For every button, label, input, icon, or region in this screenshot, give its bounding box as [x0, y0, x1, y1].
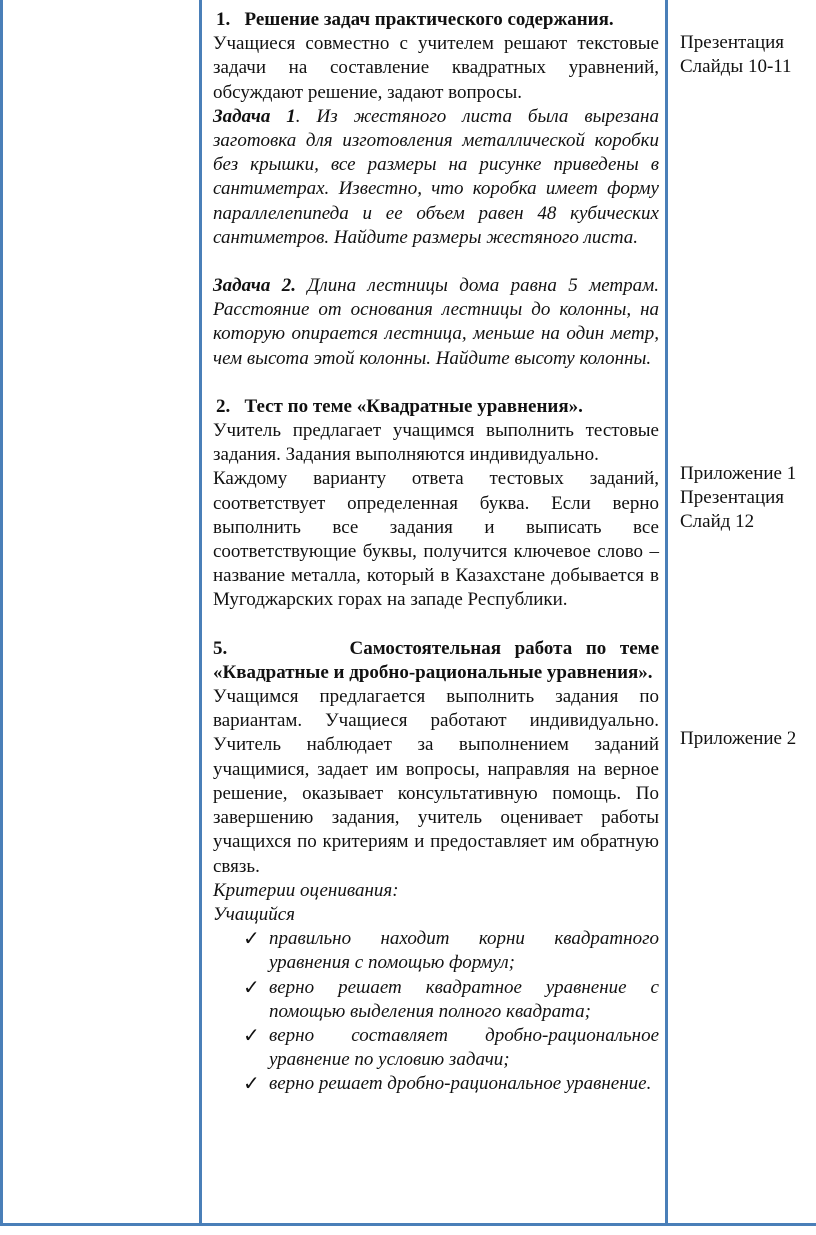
checkmark-icon: ✓	[243, 928, 260, 951]
criteria-list	[213, 927, 659, 1096]
resources-section-1	[680, 31, 816, 79]
section-heading-2: 2. Тест по теме «Квадратные уравнения».	[216, 395, 583, 417]
resource-appendix-1: Приложение 1	[680, 463, 797, 484]
table-border-left	[0, 0, 3, 1226]
task-2-label: Задача 2.	[213, 275, 296, 297]
resources-section-2	[680, 462, 816, 535]
section-heading-1: 1. Решение задач практического содержания.	[216, 9, 614, 30]
section-5-para: Учащимся предлагается выполнить задания по вариантам. Учащиеся работают индивидуально. Учитель наблюдает за выполнением заданий учащимися, задает им вопросы, направляя на верное решение, оказывает консультативную помощь. По завершению задания, учитель оценивает работы учащихся по критериям и предоставляет им обратную связь.	[213, 686, 659, 877]
checkmark-icon: ✓	[243, 1024, 260, 1047]
activity-cell	[213, 8, 659, 1097]
criteria-item: ✓ верно составляет дробно-рациональное уравнение по условию задачи;	[243, 1024, 659, 1071]
table-border-bottom	[0, 1223, 816, 1226]
task-2	[213, 274, 659, 371]
criteria-item: ✓ верно решает дробно-рациональное уравнение.	[243, 1073, 652, 1096]
section-heading-5: 5. Самостоятельная работа по теме «Квадратные и дробно-рациональные уравнения».	[213, 637, 659, 683]
resource-appendix-2: Приложение 2	[680, 728, 797, 749]
checkmark-icon: ✓	[243, 976, 260, 999]
task-1-text: . Из жестяного листа была вырезана заготовка для изготовления металлической коробки без крышки, все размеры на рисунке приведены в сантиметрах. Известно, что коробка имеет форму параллелепипеда и ее объем равен 48 кубических сантиметров. Найдите размеры жестяного листа.	[213, 105, 659, 248]
task-1-label: Задача 1	[213, 105, 296, 127]
resource-slides: Слайды 10-11	[680, 56, 792, 78]
resource-presentation: Презентация	[680, 32, 785, 53]
section-2-para-2: Каждому варианту ответа тестовых заданий, соответствует определенная буква. Если верно выполнить все задания и выписать все соответствующие буквы, получится ключевое слово – название металла, который в Казахстане добывается в Мугоджарских горах на западе Республики.	[213, 468, 659, 611]
task-1	[213, 105, 659, 250]
task-2-text: Длина лестницы дома равна 5 метрам. Расстояние от основания лестницы до колонны, на которую опирается лестница, меньше на один метр, чем высота этой колонны. Найдите высоту колонны.	[213, 275, 659, 369]
student-label: Учащийся	[213, 903, 295, 925]
section-2-para-1: Учитель предлагает учащимся выполнить тестовые задания. Задания выполняются индивидуально.	[213, 420, 659, 466]
table-column-divider-1	[199, 0, 202, 1226]
criteria-item: ✓ верно решает квадратное уравнение с помощью выделения полного квадрата;	[243, 976, 659, 1022]
resource-presentation: Презентация	[680, 487, 785, 509]
checkmark-icon: ✓	[243, 1073, 260, 1096]
resources-section-5	[680, 727, 816, 751]
section-1-intro: Учащиеся совместно с учителем решают текстовые задачи на составление квадратных уравнений, обсуждают решение, задают вопросы.	[213, 33, 659, 103]
criteria-item: ✓ правильно находит корни квадратного уравнения с помощью формул;	[243, 928, 659, 974]
table-column-divider-2	[665, 0, 668, 1226]
resource-slide: Слайд 12	[680, 511, 755, 533]
criteria-label: Критерии оценивания:	[213, 879, 399, 901]
